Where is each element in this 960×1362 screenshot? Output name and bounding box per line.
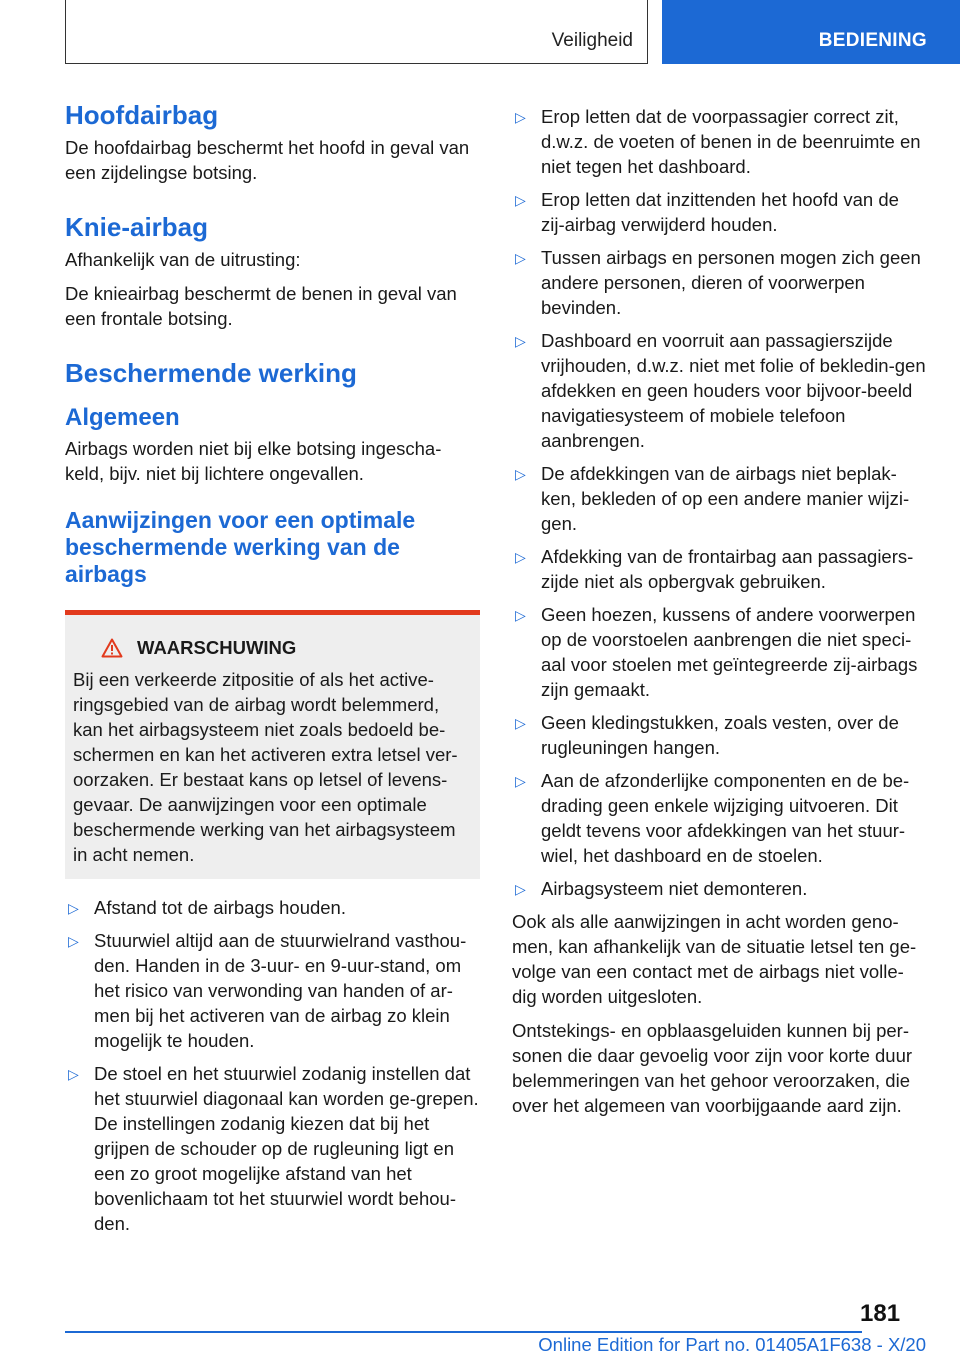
list-item: ▷ Afdekking van de frontairbag aan passagiers-zijde niet als opbergvak gebruiken. [515, 546, 914, 592]
bullet-triangle-icon: ▷ [515, 333, 526, 349]
paragraph-noise: Ontstekings- en opblaasgeluiden kunnen bij per-sonen die daar gevoelig voor zijn voor korte duur belemmeringen van het gehoor veroorzaken, die over het algemeen van voorbijgaande aard zijn. [512, 1020, 913, 1116]
bullet-triangle-icon: ▷ [515, 549, 526, 565]
left-bullet-list [65, 895, 480, 1236]
footer-edition: Online Edition for Part no. 01405A1F638 - X/20 [538, 1334, 926, 1355]
list-item: ▷ Erop letten dat de voorpassagier correct zit, d.w.z. de voeten of benen in de beenruimte en niet tegen het dashboard. [515, 106, 921, 177]
header-frame [65, 0, 648, 64]
warning-triangle-icon [101, 638, 123, 658]
chapter-tab[interactable] [662, 0, 960, 64]
warning-box [65, 610, 480, 879]
warning-title-row [73, 635, 472, 661]
heading-aanwijzingen: Aanwijzingen voor een optimale beschermende werking van de airbags [65, 507, 416, 588]
left-column [65, 100, 480, 1244]
bullet-triangle-icon: ▷ [515, 192, 526, 208]
warning-title: WAARSCHUWING [137, 637, 297, 659]
heading-beschermende-werking: Beschermende werking [65, 358, 357, 389]
bullet-triangle-icon: ▷ [68, 1066, 79, 1083]
list-item: ▷ De stoel en het stuurwiel zodanig instellen dat het stuurwiel diagonaal kan worden ge-grepen. De instellingen zodanig kiezen dat bij het grijpen de schouder op de rugleuning ligt en een zo groot mogelijke afstand van het bovenlichaam tot het stuurwiel wordt behou-den. [68, 1063, 479, 1235]
paragraph-algemeen: Airbags worden niet bij elke botsing ingescha-keld, bijv. niet bij lichtere ongevallen. [65, 438, 442, 485]
warning-text: Bij een verkeerde zitpositie of als het active-ringsgebied van de airbag wordt belemmerd, kan het airbagsysteem niet zoals bedoeld be-schermen en kan het activeren extra letsel ver-oorzaken. Er bestaat kans op letsel of levens-gevaar. De aanwijzingen voor een optimale beschermende werking van het airbagsysteem in acht nemen. [73, 669, 458, 866]
right-bullet-list [512, 104, 926, 901]
heading-knie-airbag: Knie-airbag [65, 212, 209, 243]
paragraph-hoofdairbag: De hoofdairbag beschermt het hoofd in geval van een zijdelingse botsing. [65, 137, 470, 184]
bullet-triangle-icon: ▷ [515, 773, 526, 789]
bullet-triangle-icon: ▷ [68, 900, 79, 917]
list-item: ▷ De afdekkingen van de airbags niet beplak-ken, bekleden of op een andere manier wijzi-gen. [515, 463, 910, 534]
heading-algemeen: Algemeen [65, 403, 180, 431]
heading-hoofdairbag: Hoofdairbag [65, 100, 219, 130]
list-item: ▷ Erop letten dat inzittenden het hoofd van de zij-airbag verwijderd houden. [515, 189, 899, 235]
list-item: ▷ Airbagsysteem niet demonteren. [512, 876, 926, 901]
list-item: ▷ Dashboard en voorruit aan passagierszijde vrijhouden, d.w.z. niet met folie of bekledin-gen afdekken en geen houders voor bijvoor-beeld navigatiesysteem of mobiele telefoon aanbrengen. [515, 330, 926, 451]
paragraph-knie-equipment: Afhankelijk van de uitrusting: [65, 249, 301, 271]
bullet-triangle-icon: ▷ [515, 607, 526, 623]
bullet-triangle-icon: ▷ [515, 881, 526, 897]
list-item: ▷ Geen hoezen, kussens of andere voorwerpen op de voorstoelen aanbrengen die niet speci-aal voor stoelen met geïntegreerde zij-airbags zijn gemaakt. [515, 604, 918, 700]
bullet-triangle-icon: ▷ [68, 933, 79, 950]
page-number: 181 [860, 1300, 901, 1327]
bullet-triangle-icon: ▷ [515, 466, 526, 482]
chapter-title: BEDIENING [818, 30, 927, 51]
right-column [512, 104, 926, 1127]
paragraph-residual-risk: Ook als alle aanwijzingen in acht worden geno-men, kan afhankelijk van de situatie letsel ten ge-volge van een contact met de airbags niet volle-dig worden uitgesloten. [512, 911, 917, 1007]
bullet-triangle-icon: ▷ [515, 715, 526, 731]
section-title: Veiligheid [551, 30, 633, 51]
bullet-triangle-icon: ▷ [515, 250, 526, 266]
list-item: ▷ Aan de afzonderlijke componenten en de be-drading geen enkele wijziging uitvoeren. Dit geldt tevens voor afdekkingen van het stuur-wiel, het dashboard en de stoelen. [515, 770, 910, 866]
footer-rule [65, 1331, 862, 1333]
list-item: ▷ Stuurwiel altijd aan de stuurwielrand vasthou-den. Handen in de 3-uur- en 9-uur-stand, om het risico van verwonding van handen of ar-men bij het activeren van de airbag zo klein mogelijk te houden. [68, 930, 467, 1052]
bullet-triangle-icon: ▷ [515, 109, 526, 125]
list-item: ▷ Afstand tot de airbags houden. [65, 895, 480, 920]
paragraph-knie-airbag: De knieairbag beschermt de benen in geval van een frontale botsing. [65, 283, 457, 330]
list-item: ▷ Tussen airbags en personen mogen zich geen andere personen, dieren of voorwerpen bevinden. [515, 247, 921, 318]
list-item: ▷ Geen kledingstukken, zoals vesten, over de rugleuningen hangen. [515, 712, 899, 758]
